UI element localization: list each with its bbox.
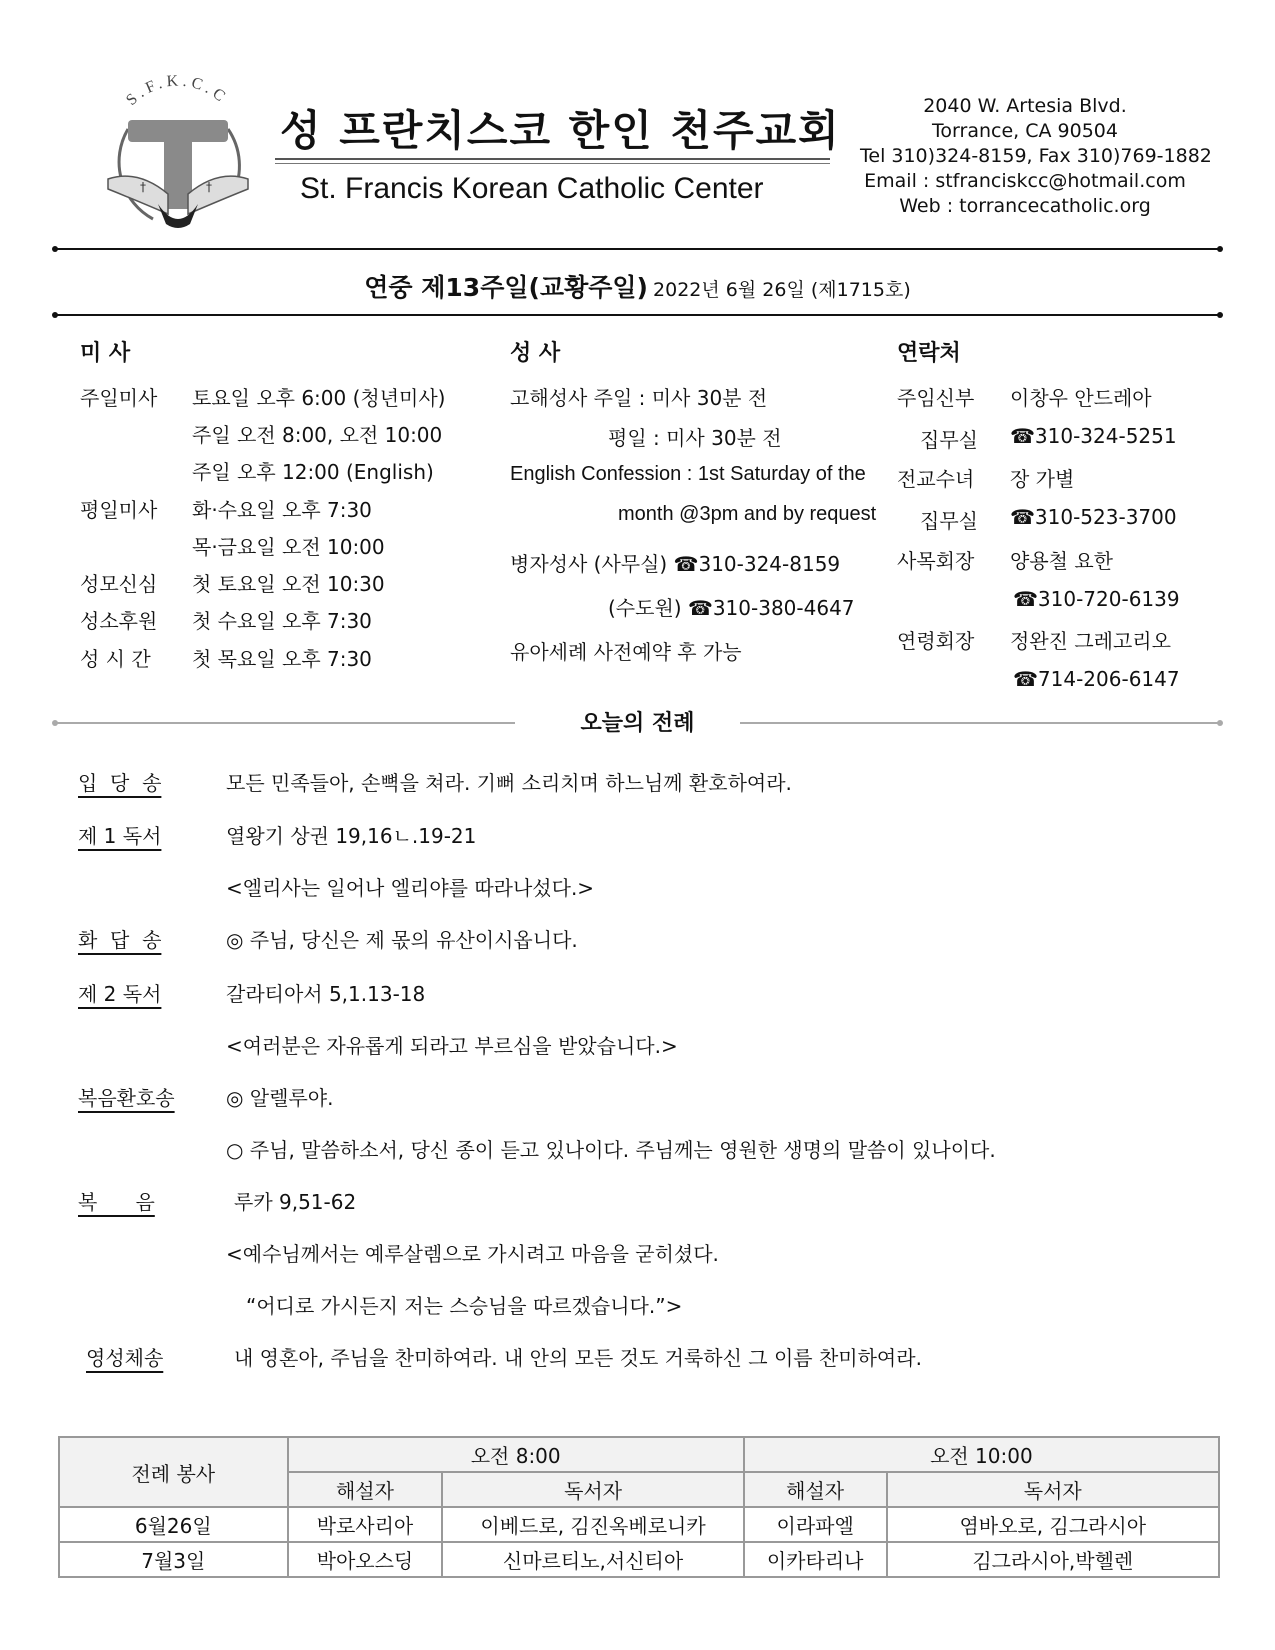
title-divider	[275, 158, 830, 160]
reading2-label: 제 2 독서	[78, 982, 162, 1006]
table-row	[59, 1507, 1219, 1542]
contact-value: 양용철 요한	[1010, 549, 1113, 573]
anointing-convent: (수도원) ☎310-380-4647	[608, 596, 855, 620]
acclamation-verse: ○ 주님, 말씀하소서, 당신 종이 듣고 있나이다. 주님께는 영원한 생명의 말씀이 있나이다.	[226, 1138, 996, 1162]
mass-time: 첫 토요일 오전 10:30	[192, 572, 385, 596]
row-commentator: 이카타리나	[744, 1542, 887, 1577]
row-reader: 이베드로, 김진옥베로니카	[442, 1507, 743, 1542]
issue-title: 연중 제13주일(교황주일)	[364, 273, 648, 302]
row-date: 6월26일	[59, 1507, 288, 1542]
svg-text:†: †	[140, 180, 146, 194]
title-divider-thin	[275, 163, 830, 164]
address-phone-fax: Tel 310)324-8159, Fax 310)769-1882	[860, 145, 1212, 167]
acclamation-label: 복음환호송	[78, 1086, 175, 1110]
contact-label: 집무실	[920, 509, 978, 533]
mass-label-vocation: 성소후원	[80, 609, 158, 633]
contact-value: ☎310-720-6139	[1013, 587, 1180, 611]
mass-label-marian: 성모신심	[80, 572, 158, 596]
table-row	[59, 1542, 1219, 1577]
issue-date: 2022년 6월 26일 (제1715호)	[653, 279, 911, 301]
issue-line	[0, 268, 1275, 304]
contacts-heading: 연락처	[897, 341, 961, 366]
row-commentator: 박로사리아	[288, 1507, 443, 1542]
address-city: Torrance, CA 90504	[932, 120, 1118, 142]
row-commentator: 박아오스딩	[288, 1542, 443, 1577]
reading1-ref: 열왕기 상권 19,16ㄴ.19-21	[226, 824, 477, 848]
header-commentator: 해설자	[288, 1472, 443, 1507]
row-reader: 신마르티노,서신티아	[442, 1542, 743, 1577]
anointing-office: 병자성사 (사무실) ☎310-324-8159	[510, 552, 841, 576]
contact-address-block	[860, 94, 1212, 219]
gospel-ref: 루카 9,51-62	[234, 1190, 357, 1214]
contact-label: 전교수녀	[897, 467, 975, 491]
address-street: 2040 W. Artesia Blvd.	[923, 95, 1127, 117]
acclamation-text: ◎ 알렐루야.	[226, 1086, 334, 1110]
liturgy-heading: 오늘의 전례	[580, 711, 695, 736]
reading1-summary: <엘리사는 일어나 엘리야를 따라나섰다.>	[226, 876, 595, 900]
address-email[interactable]: Email : stfranciskcc@hotmail.com	[864, 170, 1186, 192]
header-rule-top	[55, 248, 1220, 250]
row-reader: 김그라시아,박헬렌	[887, 1542, 1219, 1577]
infant-baptism: 유아세례 사전예약 후 가능	[510, 640, 742, 664]
contact-value: 정완진 그레고리오	[1010, 629, 1171, 653]
header-reader: 독서자	[442, 1472, 743, 1507]
svg-text:†: †	[206, 180, 212, 194]
mass-time: 주일 오전 8:00, 오전 10:00	[192, 423, 443, 447]
reading2-ref: 갈라티아서 5,1.13-18	[226, 982, 426, 1006]
mass-time: 첫 목요일 오후 7:30	[192, 647, 372, 671]
mass-label-weekday: 평일미사	[80, 498, 158, 522]
communion-label: 영성체송	[86, 1346, 164, 1370]
parish-title-english: St. Francis Korean Catholic Center	[300, 172, 764, 205]
reading1-label: 제 1 독서	[78, 824, 162, 848]
svg-text:S.F.K.C.C	[123, 74, 231, 109]
parish-logo	[98, 74, 258, 234]
psalm-label: 화 답 송	[78, 928, 162, 952]
reading2-summary: <여러분은 자유롭게 되라고 부르심을 받았습니다.>	[226, 1034, 678, 1058]
contact-label: 연령회장	[897, 629, 975, 653]
mass-label-holy-hour: 성 시 간	[80, 647, 151, 671]
english-confession-cont: month @3pm and by request	[618, 503, 877, 525]
contact-label: 집무실	[920, 428, 978, 452]
table-header-row	[59, 1437, 1219, 1472]
contact-value: ☎310-523-3700	[1010, 505, 1177, 529]
mass-time: 화·수요일 오후 7:30	[192, 498, 372, 522]
confession-sunday: 고해성사 주일 : 미사 30분 전	[510, 386, 768, 410]
header-rule-bottom	[55, 314, 1220, 316]
contact-value: 장 가별	[1010, 467, 1075, 491]
parish-title-korean: 성 프란치스코 한인 천주교회	[280, 106, 841, 155]
header-reader: 독서자	[887, 1472, 1219, 1507]
confession-weekday: 평일 : 미사 30분 전	[608, 426, 782, 450]
entrance-label: 입 당 송	[78, 771, 162, 795]
psalm-text: ◎ 주님, 당신은 제 몫의 유산이시옵니다.	[226, 928, 578, 952]
contact-value: ☎310-324-5251	[1010, 424, 1177, 448]
gospel-label: 복 음	[78, 1190, 155, 1214]
mass-label-sunday: 주일미사	[80, 386, 158, 410]
contact-label: 주임신부	[897, 386, 975, 410]
row-reader: 염바오로, 김그라시아	[887, 1507, 1219, 1542]
header-service: 전례 봉사	[59, 1437, 288, 1507]
sacraments-heading: 성 사	[510, 341, 561, 366]
mass-time: 토요일 오후 6:00 (청년미사)	[192, 386, 446, 410]
communion-text: 내 영혼아, 주님을 찬미하여라. 내 안의 모든 것도 거룩하신 그 이름 찬미하여라.	[234, 1346, 922, 1370]
header-mass-10am: 오전 10:00	[744, 1437, 1219, 1472]
contact-value: ☎714-206-6147	[1013, 667, 1180, 691]
logo-text: S.F.K.C.C	[123, 74, 232, 109]
entrance-text: 모든 민족들아, 손뼉을 쳐라. 기뻐 소리치며 하느님께 환호하여라.	[226, 771, 792, 795]
gospel-summary-quote: “어디로 가시든지 저는 스승님을 따르겠습니다.”>	[246, 1294, 683, 1318]
row-date: 7월3일	[59, 1542, 288, 1577]
mass-time: 목·금요일 오전 10:00	[192, 535, 385, 559]
english-confession: English Confession : 1st Saturday of the	[510, 463, 866, 485]
header-commentator: 해설자	[744, 1472, 887, 1507]
service-schedule-table	[58, 1436, 1220, 1578]
contact-label: 사목회장	[897, 549, 975, 573]
mass-heading: 미 사	[80, 341, 131, 366]
address-website[interactable]: Web : torrancecatholic.org	[899, 195, 1151, 217]
contact-value: 이창우 안드레아	[1010, 386, 1152, 410]
row-commentator: 이라파엘	[744, 1507, 887, 1542]
gospel-summary: <예수님께서는 예루살렘으로 가시려고 마음을 굳히셨다.	[226, 1242, 719, 1266]
mass-time: 첫 수요일 오후 7:30	[192, 609, 372, 633]
header-mass-8am: 오전 8:00	[288, 1437, 744, 1472]
mass-time: 주일 오후 12:00 (English)	[192, 460, 434, 484]
